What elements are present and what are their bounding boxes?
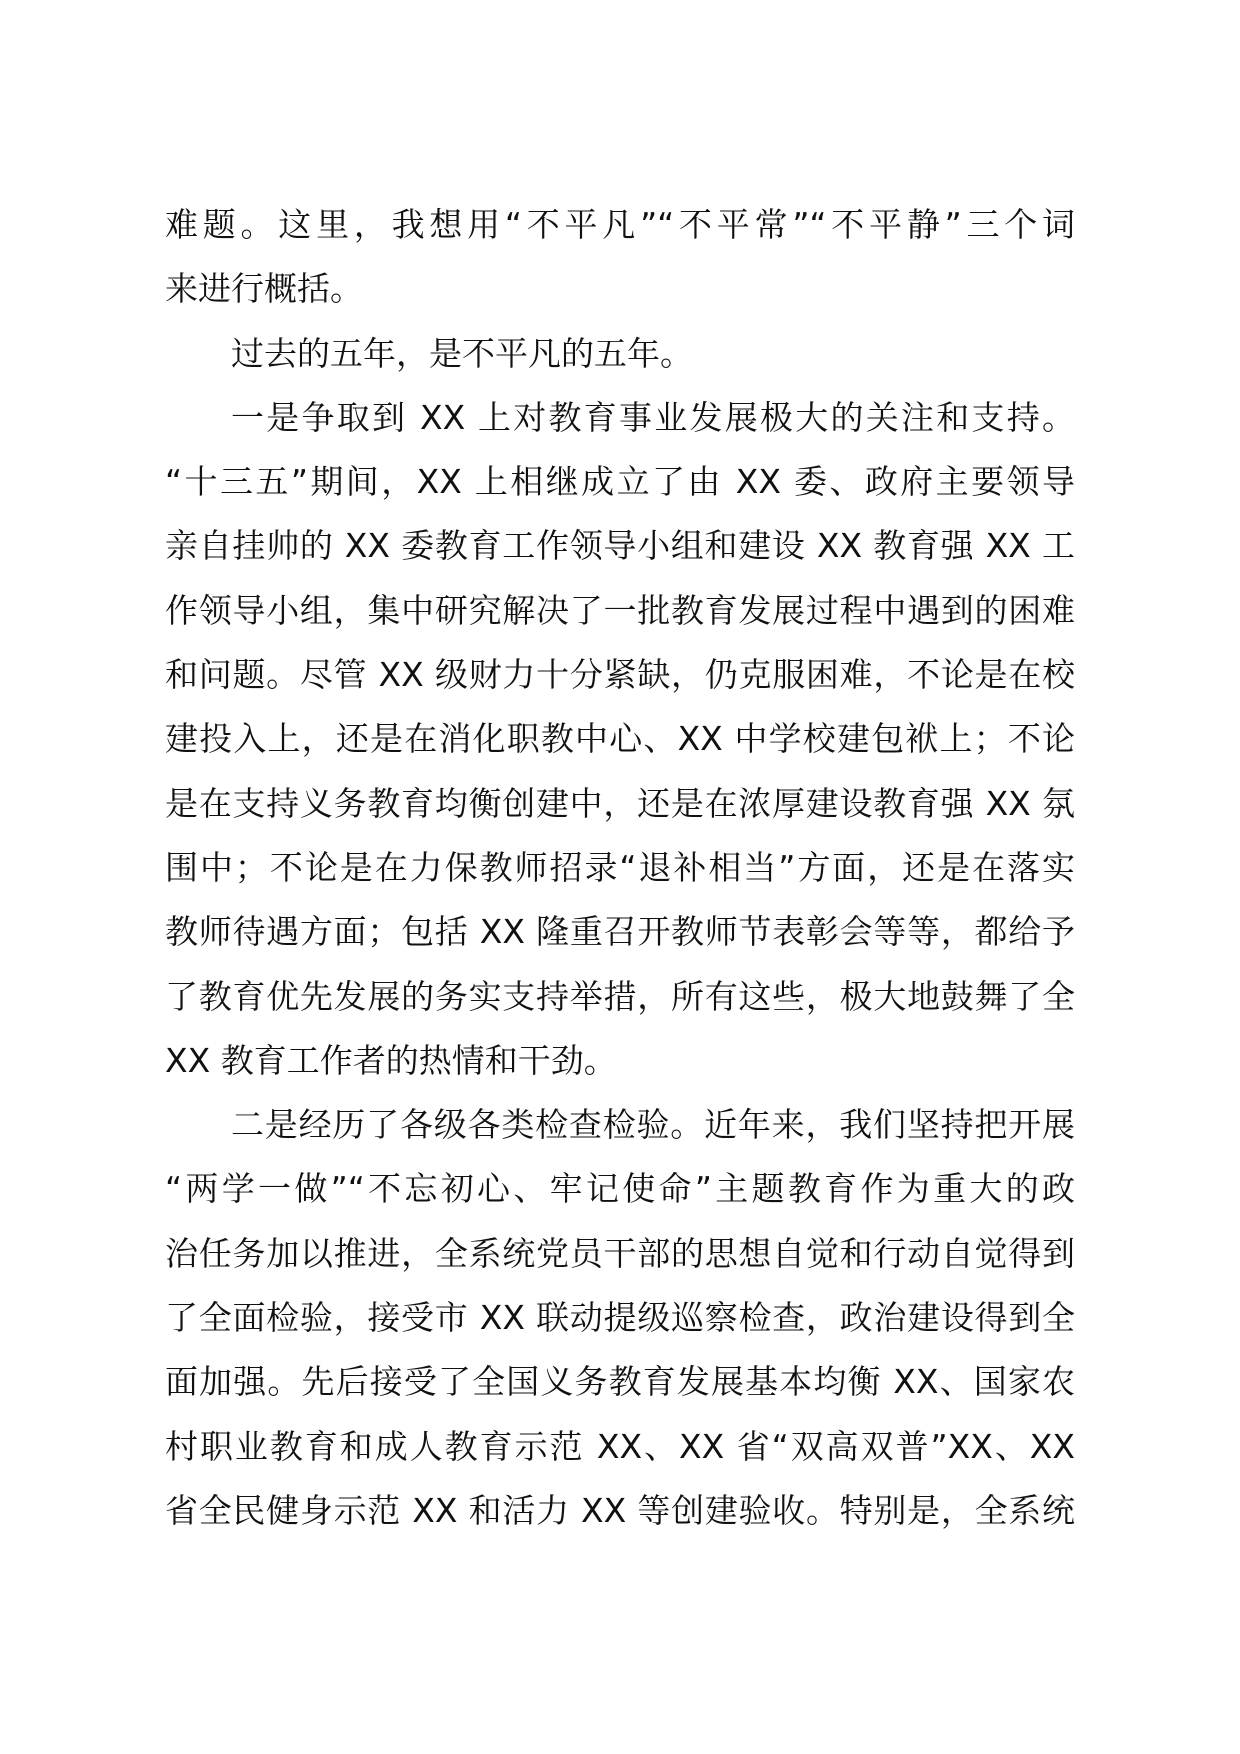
text-line: XX 教育工作者的热情和干劲。: [165, 1040, 617, 1080]
text-line: 了教育优先发展的务实支持举措，所有这些，极大地鼓舞了全: [165, 976, 1075, 1016]
text-line: 面加强。先后接受了全国义务教育发展基本均衡 XX、国家农: [165, 1362, 1075, 1402]
text-line: 亲自挂帅的 XX 委教育工作领导小组和建设 XX 教育强 XX 工: [165, 526, 1075, 566]
text-line: 治任务加以推进，全系统党员干部的思想自觉和行动自觉得到: [165, 1233, 1075, 1273]
text-line: 二是经历了各级各类检查检验。近年来，我们坚持把开展: [231, 1105, 1075, 1145]
text-line: 是在支持义务教育均衡创建中，还是在浓厚建设教育强 XX 氛: [165, 783, 1075, 823]
text-line: 一是争取到 XX 上对教育事业发展极大的关注和支持。: [231, 397, 1075, 437]
text-line: 过去的五年，是不平凡的五年。: [231, 333, 693, 373]
text-line: 围中；不论是在力保教师招录“退补相当”方面，还是在落实: [165, 847, 1075, 887]
text-line: 省全民健身示范 XX 和活力 XX 等创建验收。特别是，全系统: [165, 1490, 1075, 1530]
document-body: [165, 193, 1075, 1543]
text-line: 教师待遇方面；包括 XX 隆重召开教师节表彰会等等，都给予: [165, 912, 1075, 952]
text-line: 难题。这里，我想用“不平凡”“不平常”“不平静”三个词: [165, 205, 1075, 244]
text-line: “两学一做”“不忘初心、牢记使命”主题教育作为重大的政: [165, 1169, 1075, 1209]
text-line: 了全面检验，接受市 XX 联动提级巡察检查，政治建设得到全: [165, 1298, 1075, 1338]
text-line: “十三五”期间，XX 上相继成立了由 XX 委、政府主要领导: [165, 462, 1075, 502]
text-line: 来进行概括。: [165, 269, 363, 309]
text-line: 村职业教育和成人教育示范 XX、XX 省“双高双普”XX、XX: [165, 1426, 1075, 1466]
text-line: 和问题。尽管 XX 级财力十分紧缺，仍克服困难，不论是在校: [165, 655, 1075, 695]
text-line: 建投入上，还是在消化职教中心、XX 中学校建包袱上；不论: [165, 719, 1075, 759]
text-line: 作领导小组，集中研究解决了一批教育发展过程中遇到的困难: [165, 590, 1075, 630]
